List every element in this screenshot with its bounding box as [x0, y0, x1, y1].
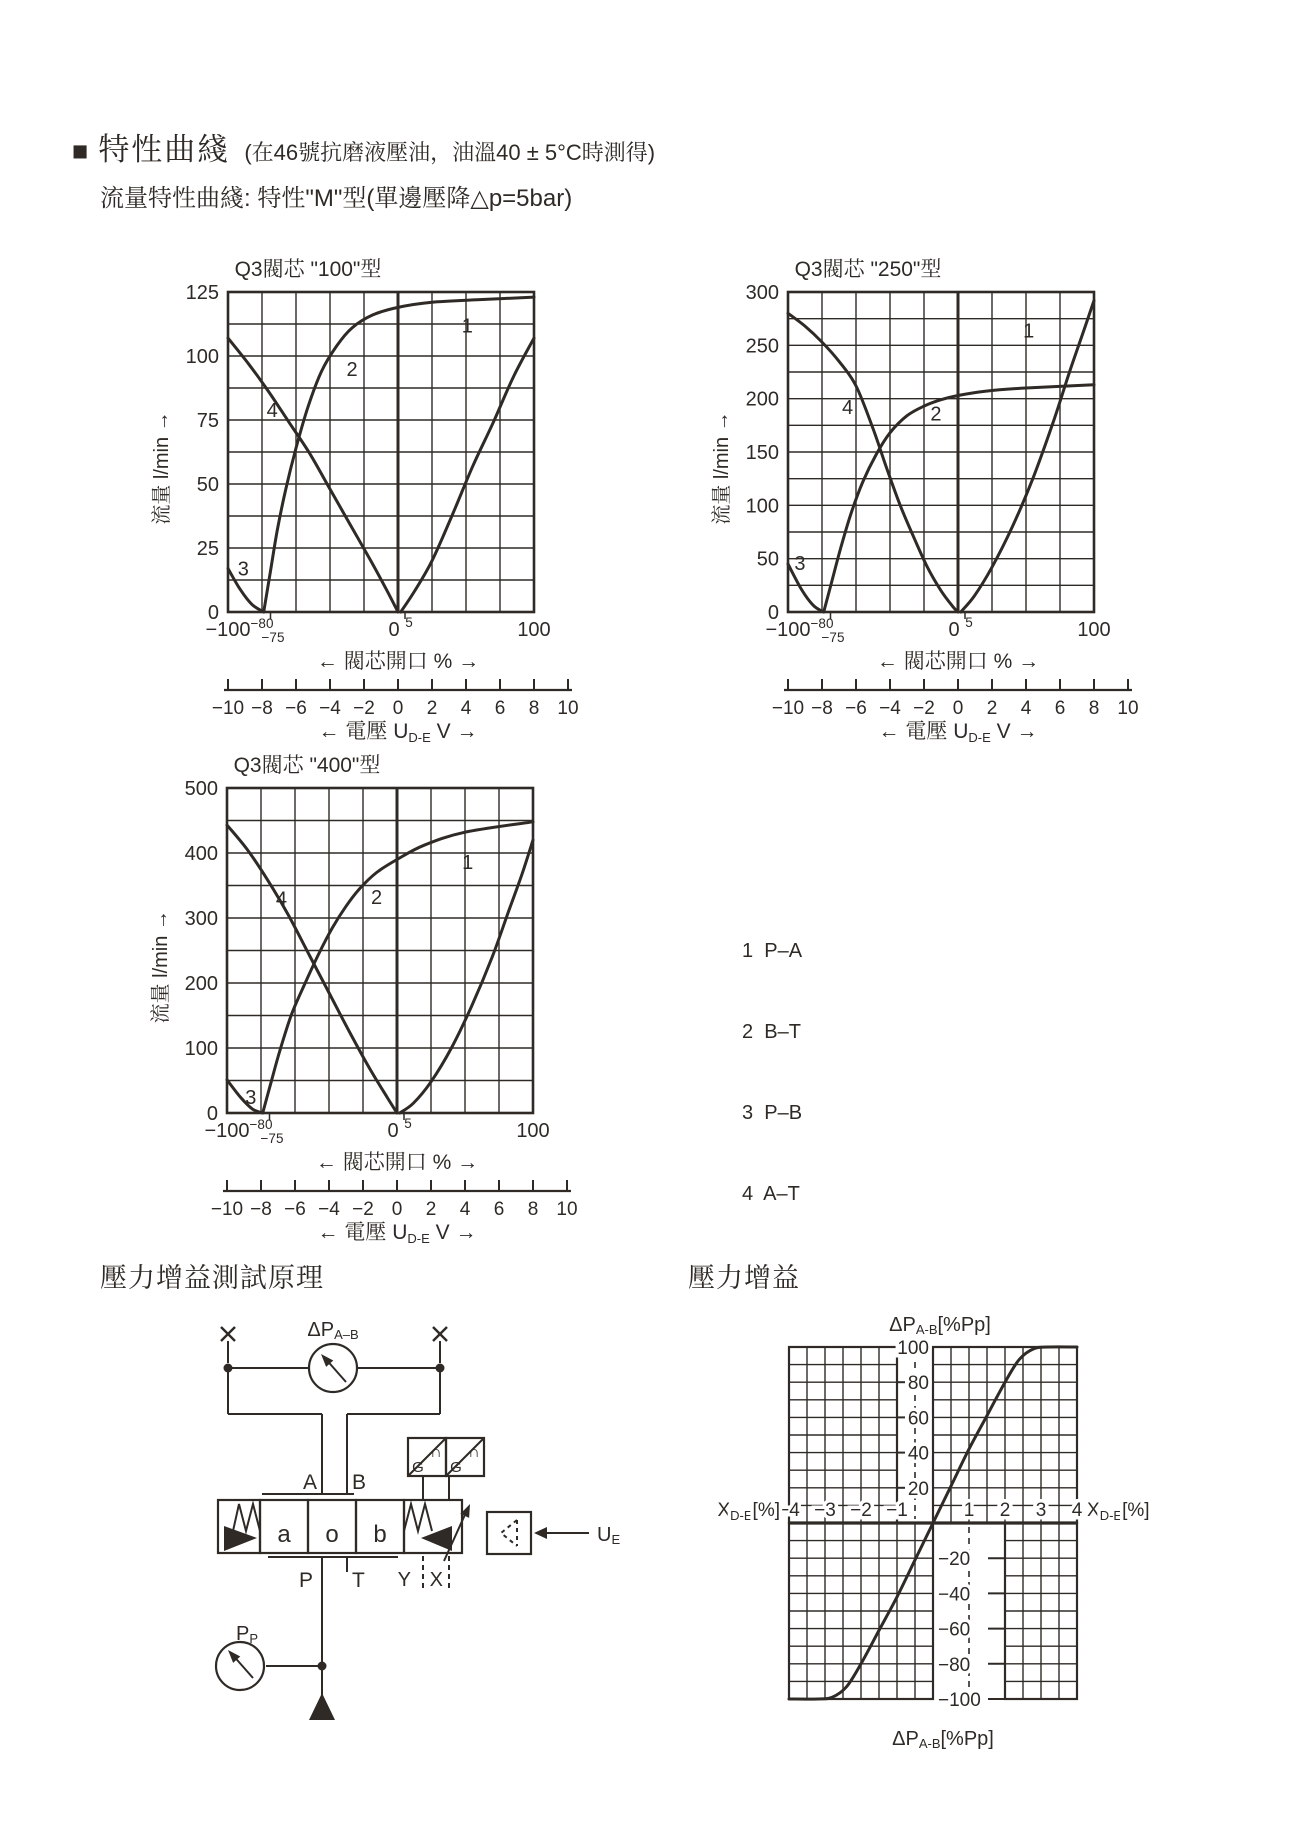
voltage-tick-label: −2: [352, 1199, 374, 1220]
voltage-tick-label: −6: [285, 698, 307, 719]
voltage-tick-label: 10: [557, 698, 579, 719]
voltage-tick-label: −8: [251, 698, 273, 719]
voltage-tick-label: −4: [319, 698, 341, 719]
port-p-label: P: [298, 1569, 313, 1592]
flow-curve-subtitle: 流量特性曲綫: 特性"M"型(單邊壓降△p=5bar): [100, 185, 573, 212]
x-tick-label: −100: [204, 1120, 250, 1142]
y-tick-label: 250: [745, 335, 779, 358]
voltage-axis-label: ← 電壓 $U_{D-E}$ V →: [318, 720, 478, 745]
voltage-tick-label: −6: [284, 1199, 306, 1220]
voltage-tick-label: 0: [391, 1199, 403, 1220]
voltage-tick-label: −10: [211, 698, 245, 719]
voltage-tick-label: −2: [913, 698, 935, 719]
x-tick-label: −2: [850, 1500, 872, 1521]
voltage-tick-label: 2: [426, 698, 438, 719]
section-title-pressure-test: 壓力增益測試原理: [100, 1263, 324, 1293]
series-curve-1: [400, 840, 533, 1113]
voltage-tick-label: −10: [210, 1199, 244, 1220]
y-tick-label: 80: [907, 1373, 929, 1395]
position-a-label: a: [277, 1521, 291, 1548]
x-tick-label: −100: [205, 619, 251, 641]
page-title: 特性曲綫: [98, 132, 231, 167]
amplifier-icon: [501, 1520, 517, 1546]
test-condition-note: (在46號抗磨液壓油，油溫40 ± 5°C時測得): [244, 140, 656, 165]
x-tick-label: 100: [1077, 619, 1111, 641]
y-tick-label: 0: [767, 602, 779, 624]
series-label: 4: [275, 888, 287, 911]
x-tick-small: 5: [965, 615, 973, 630]
y-axis-label: 流量 l/min →: [711, 411, 733, 525]
gauge-g-label: G: [412, 1459, 424, 1476]
y-tick-label: 400: [184, 843, 218, 865]
port-x-label: X: [429, 1569, 443, 1591]
y-tick-label: −40: [938, 1584, 971, 1606]
position-o-label: o: [325, 1521, 339, 1548]
voltage-tick-label: 10: [556, 1199, 578, 1220]
x-tick-small: −75: [261, 630, 285, 645]
voltage-tick-label: 6: [1054, 698, 1066, 719]
series-label: 4: [841, 397, 854, 420]
gain-axis-label-bottom: ΔPA-B[%Pp]: [892, 1728, 994, 1751]
y-axis-label: 流量 l/min →: [151, 411, 173, 525]
y-tick-label: 200: [184, 973, 218, 995]
chart-q3-100: [150, 258, 579, 745]
y-tick-label: 200: [745, 388, 779, 411]
y-tick-label: −80: [938, 1654, 971, 1676]
y-tick-label: 40: [907, 1443, 929, 1465]
port-a-label: A: [302, 1471, 317, 1494]
x-tick-label: 0: [388, 619, 400, 641]
y-axis-label: 流量 l/min →: [150, 910, 172, 1024]
x-tick-small: −75: [821, 630, 845, 645]
gauge-g-label: G: [450, 1459, 462, 1476]
y-tick-label: 500: [184, 778, 218, 800]
y-tick-label: 50: [196, 474, 219, 496]
x-tick-label: 0: [387, 1120, 399, 1142]
voltage-tick-label: 6: [494, 698, 506, 719]
voltage-axis-label: ← 電壓 $U_{D-E}$ V →: [317, 1221, 477, 1246]
voltage-tick-label: −8: [811, 698, 833, 719]
port-y-label: Y: [397, 1569, 411, 1591]
voltage-tick-label: 0: [392, 698, 404, 719]
y-tick-label: 0: [206, 1103, 218, 1125]
x-tick-label: 2: [999, 1500, 1011, 1521]
x-tick-label: 100: [516, 1120, 550, 1142]
legend-item-1: 1 P–A: [742, 940, 803, 962]
voltage-tick-label: −6: [845, 698, 867, 719]
y-tick-label: 50: [756, 548, 779, 571]
legend-item-3: 3 P–B: [742, 1102, 803, 1124]
position-b-label: b: [373, 1521, 387, 1548]
x-tick-label: 100: [517, 619, 551, 641]
voltage-tick-label: 8: [1088, 698, 1100, 719]
y-tick-label: 20: [907, 1478, 929, 1500]
spring-icon: [404, 1504, 432, 1531]
y-tick-label: 100: [897, 1338, 929, 1359]
gauge-cap-label: ∩: [430, 1444, 442, 1461]
voltage-tick-label: 8: [528, 698, 540, 719]
junction-dot: [224, 1364, 233, 1373]
x-tick-label: 3: [1035, 1500, 1047, 1521]
pressure-gain-chart: [717, 1314, 1149, 1751]
solenoid-icon: [421, 1526, 452, 1551]
y-tick-label: −60: [938, 1619, 971, 1641]
chart-title: Q3閥芯 "100"型: [234, 258, 382, 281]
series-curve-1: [961, 301, 1094, 612]
series-label: 4: [266, 399, 278, 422]
voltage-tick-label: −4: [318, 1199, 340, 1220]
chart-title: Q3閥芯 "250"型: [794, 258, 942, 281]
x-tick-small: −80: [250, 616, 274, 631]
series-label: 1: [461, 315, 473, 338]
solenoid-icon: [224, 1526, 257, 1551]
x-axis-label: ← 閥芯開口 % →: [316, 650, 480, 673]
x-tick-label: −3: [814, 1500, 836, 1521]
series-label: 1: [462, 852, 474, 875]
x-axis-label: ← 閥芯開口 % →: [876, 650, 1040, 673]
gain-axis-label-top: ΔPA-B[%Pp]: [889, 1314, 991, 1337]
series-label: 1: [1023, 320, 1035, 343]
x-tick-label: 0: [948, 619, 960, 641]
y-tick-label: −20: [938, 1549, 971, 1571]
y-tick-label: 100: [745, 495, 779, 518]
dp-gauge-label: ΔPA–B: [307, 1319, 359, 1342]
y-tick-label: 75: [196, 410, 219, 432]
series-curve-1: [401, 338, 534, 612]
port-t-label: T: [352, 1569, 365, 1592]
y-tick-label: 25: [196, 538, 219, 560]
series-curve-4: [228, 338, 398, 612]
pump-gauge-label: PP: [236, 1623, 259, 1646]
voltage-tick-label: 2: [986, 698, 998, 719]
x-tick-small: −80: [249, 1117, 273, 1132]
pressure-gain-test-schematic: [216, 1319, 620, 1720]
legend-item-4: 4 A–T: [742, 1183, 800, 1205]
spring-icon: [233, 1504, 260, 1531]
x-tick-label: 1: [963, 1500, 975, 1521]
y-tick-label: 300: [184, 908, 218, 930]
y-tick-label: 100: [185, 346, 219, 368]
x-axis-label: $X_{D-E}[\%]$: [717, 1500, 780, 1523]
x-axis-label: $X_{D-E}[\%]$: [1087, 1500, 1150, 1523]
x-tick-label: 4: [1071, 1500, 1083, 1521]
series-label: 3: [794, 552, 806, 575]
voltage-tick-label: 6: [493, 1199, 505, 1220]
legend-item-2: 2 B–T: [742, 1021, 801, 1043]
series-label: 2: [930, 403, 942, 426]
y-tick-label: 0: [207, 602, 219, 624]
voltage-tick-label: 2: [425, 1199, 437, 1220]
voltage-tick-label: 4: [460, 698, 472, 719]
voltage-tick-label: 4: [459, 1199, 471, 1220]
gauge-icon: [216, 1642, 264, 1690]
voltage-tick-label: −4: [879, 698, 901, 719]
series-label: 2: [346, 358, 358, 381]
voltage-axis-label: ← 電壓 $U_{D-E}$ V →: [878, 720, 1038, 745]
voltage-tick-label: −2: [353, 698, 375, 719]
series-label: 2: [371, 887, 383, 910]
y-tick-label: 150: [745, 442, 779, 464]
series-label: 3: [245, 1086, 257, 1109]
y-tick-label: 60: [907, 1408, 929, 1430]
port-b-label: B: [352, 1471, 367, 1494]
pressure-source-icon: [309, 1693, 335, 1720]
x-tick-label: −1: [886, 1500, 908, 1521]
x-tick-small: −75: [260, 1131, 284, 1146]
junction-dot: [318, 1662, 327, 1671]
y-tick-label: 100: [184, 1038, 218, 1060]
input-arrow-icon: [534, 1527, 547, 1539]
chart-title: Q3閥芯 "400"型: [233, 754, 381, 777]
voltage-tick-label: −10: [771, 698, 805, 719]
junction-dot: [436, 1364, 445, 1373]
x-tick-label: −4: [778, 1500, 800, 1521]
voltage-tick-label: 8: [527, 1199, 539, 1220]
y-tick-label: −100: [938, 1690, 981, 1711]
x-tick-small: 5: [405, 615, 413, 630]
x-axis-label: ← 閥芯開口 % →: [315, 1151, 479, 1174]
x-tick-label: −100: [765, 619, 811, 641]
voltage-tick-label: 10: [1117, 698, 1139, 719]
chart-q3-250: [710, 258, 1139, 745]
voltage-tick-label: 0: [952, 698, 964, 719]
y-tick-label: 125: [185, 282, 219, 304]
section-title-pressure-gain: 壓力增益: [688, 1263, 800, 1293]
gauge-cap-label: ∩: [468, 1444, 480, 1461]
voltage-tick-label: 4: [1020, 698, 1032, 719]
x-tick-small: −80: [810, 616, 834, 631]
voltage-tick-label: −8: [250, 1199, 272, 1220]
series-label: 3: [237, 558, 249, 581]
chart-q3-400: [149, 754, 578, 1246]
section-bullet-icon: ■: [72, 136, 89, 166]
x-tick-small: 5: [404, 1116, 412, 1131]
y-tick-label: 300: [745, 282, 779, 304]
input-voltage-label: UE: [597, 1524, 621, 1547]
